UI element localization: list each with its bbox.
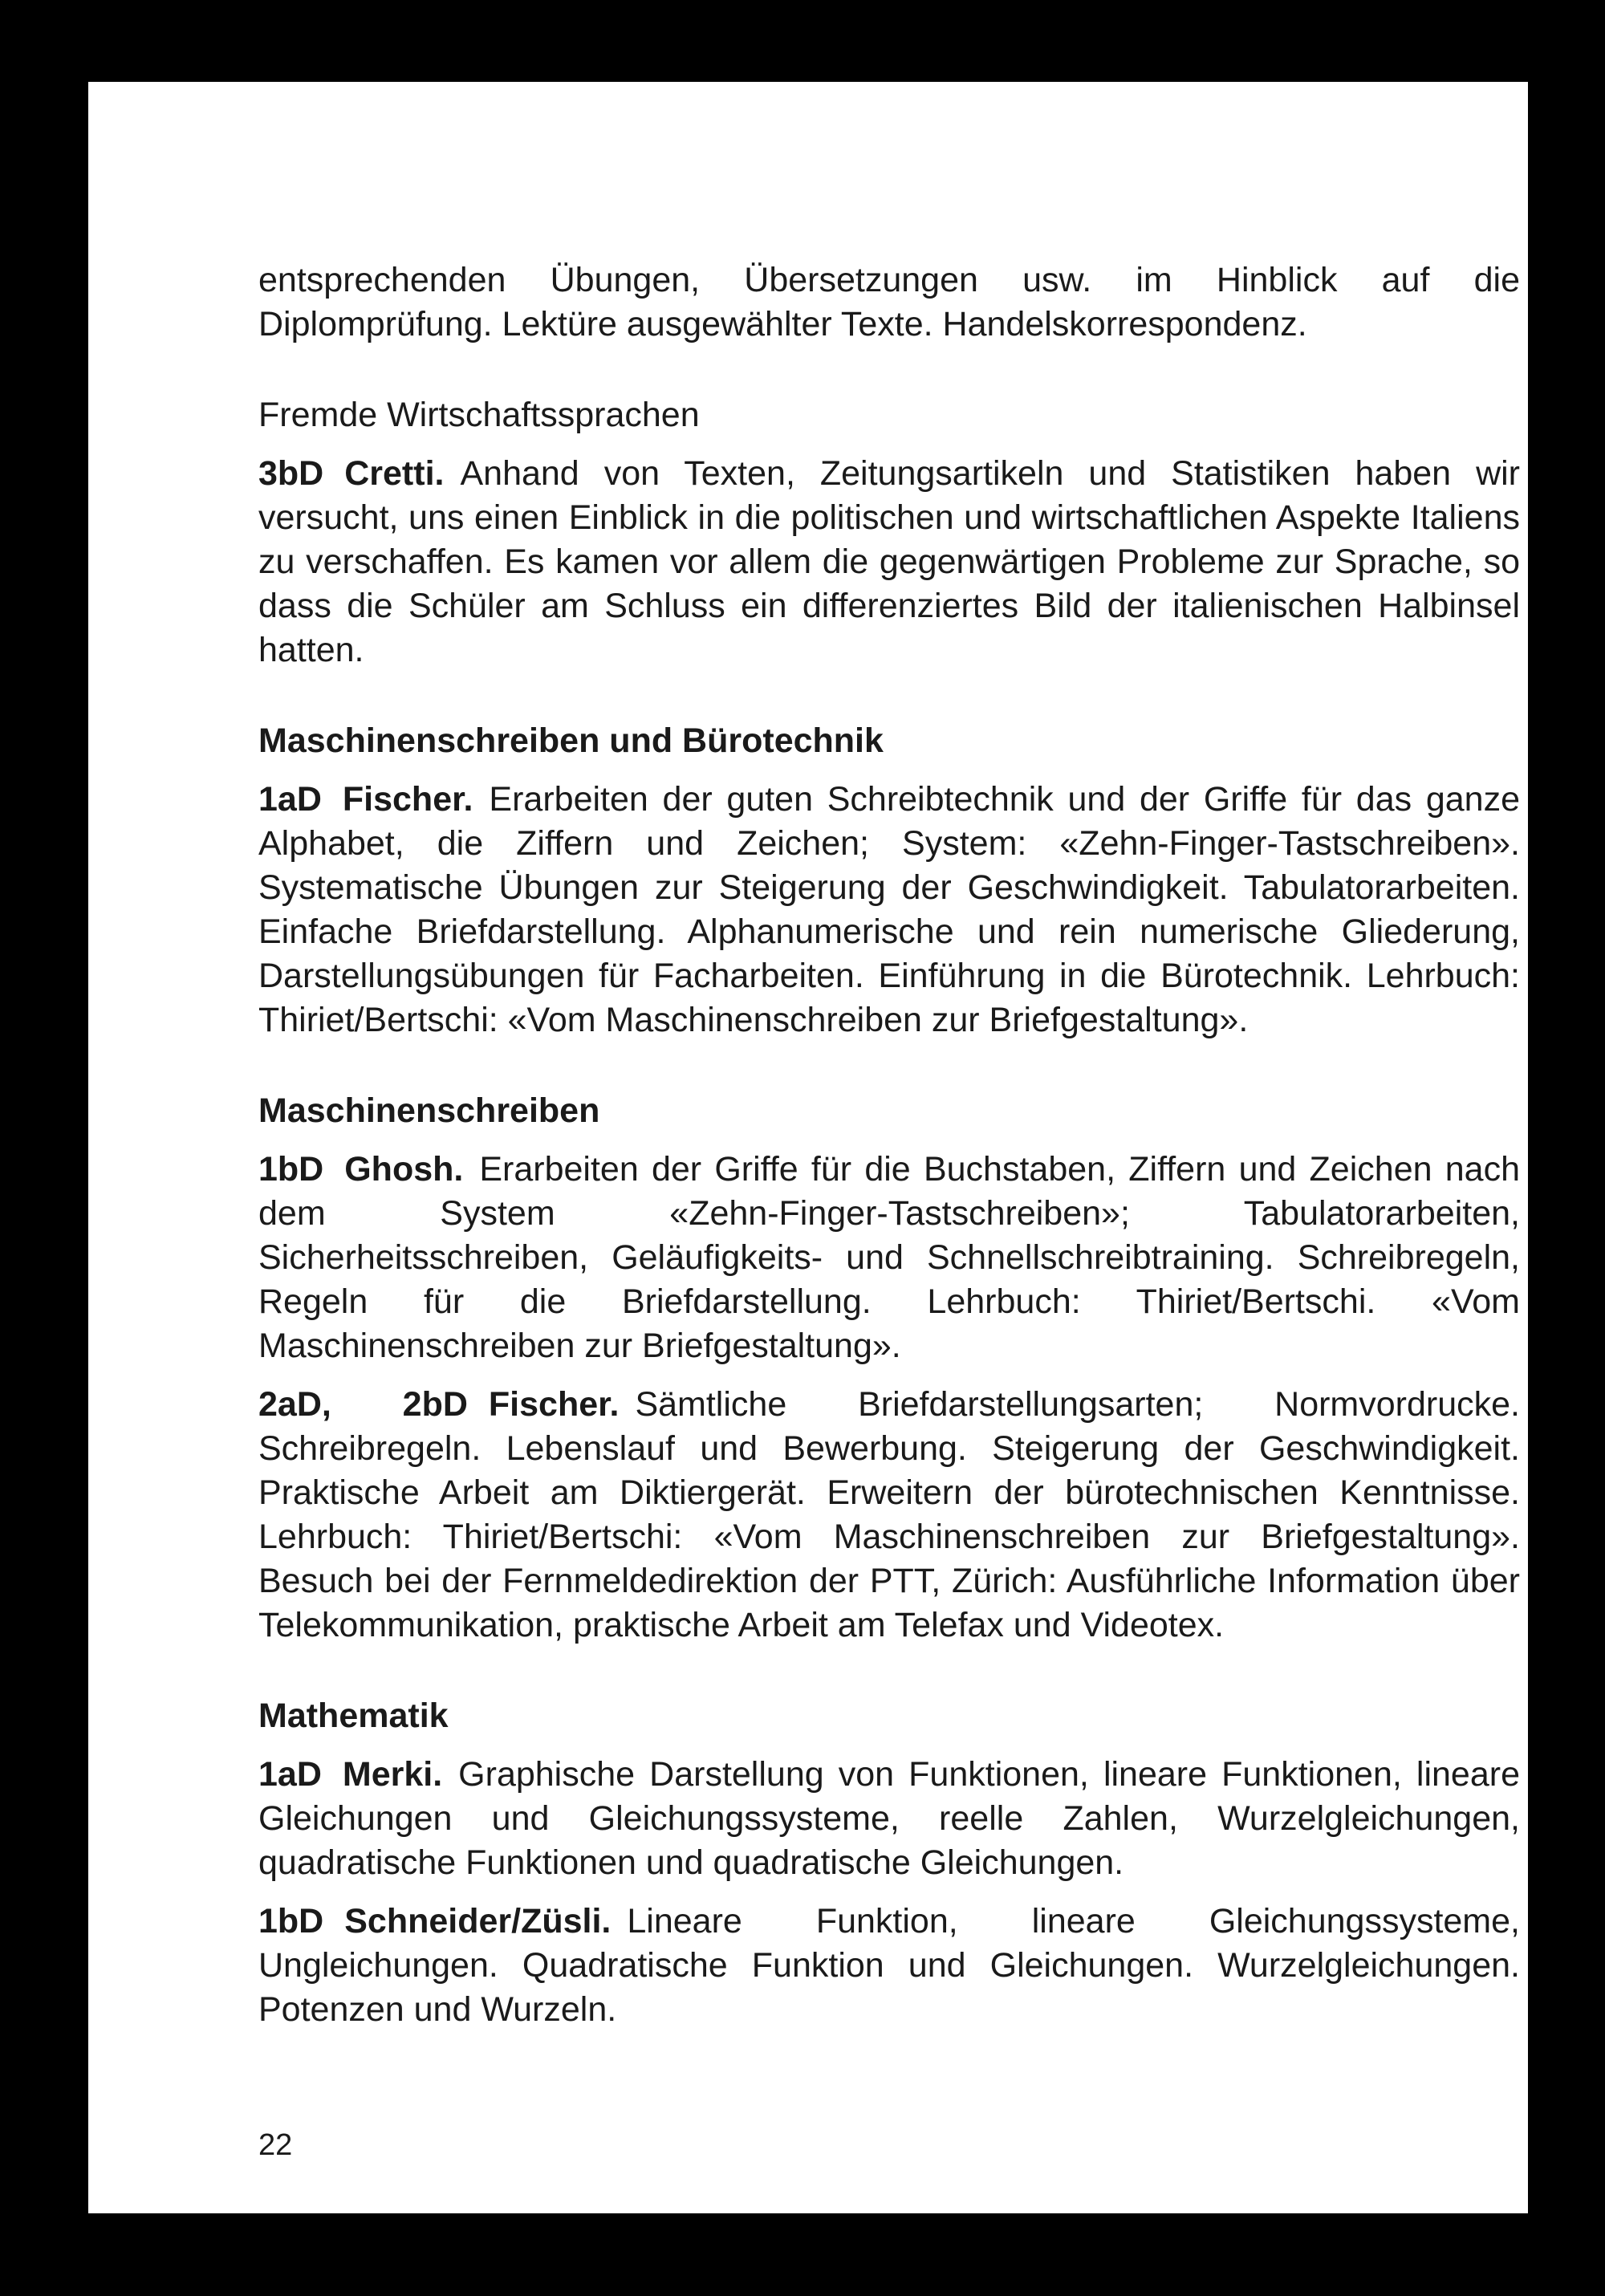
entry-text: Anhand von Texten, Zeitungsartikeln und Statistiken haben wir versucht, uns einen Einblick in die politischen und wirtschaftlichen Aspekte Italiens zu verschaffen. Es kamen vor allem die gegenwärtigen Probleme zur Sprache, so dass die Schüler am Schluss ein differenziertes Bild der italienischen Halbinsel hatten. xyxy=(258,454,1520,669)
page-number: 22 xyxy=(258,2128,293,2162)
entry-mathe-1ad xyxy=(258,1753,1520,1885)
entry-class: 1aD xyxy=(258,1755,322,1794)
entry-text: Erarbeiten der Griffe für die Buchstaben, Ziffern und Zeichen nach dem System «Zehn-Finger-Tastschreiben»; Tabulatorarbeiten, Sicherheitsschreiben, Geläufigkeits- und Schnellschreibtraining. Schreibregeln, Regeln für die Briefdarstellung. Lehrbuch: Thiriet/Bertschi. «Vom Maschinenschreiben zur Briefgestaltung». xyxy=(258,1150,1520,1365)
entry-teacher: Ghosh. xyxy=(344,1150,464,1189)
entry-teacher: Fischer. xyxy=(342,780,473,819)
section-title-fremde-wirtschaftssprachen: Fremde Wirtschaftssprachen xyxy=(258,396,700,434)
page-content xyxy=(258,258,1520,2032)
intro-paragraph: entsprechenden Übungen, Übersetzungen usw. im Hinblick auf die Diplomprüfung. Lektüre ausgewählter Texte. Handelskorrespondenz. xyxy=(258,261,1520,343)
entry-text: Graphische Darstellung von Funktionen, lineare Funktionen, lineare Gleichungen und Gleichungssysteme, reelle Zahlen, Wurzelgleichungen, quadratische Funktionen und quadratische Gleichungen. xyxy=(258,1755,1520,1882)
entry-text: Erarbeiten der guten Schreibtechnik und der Griffe für das ganze Alphabet, die Ziffern und Zeichen; System: «Zehn-Finger-Tastschreiben». Systematische Übungen zur Steigerung der Geschwindigkeit. Tabulatorarbeiten. Einfache Briefdarstellung. Alphanumerische und rein numerische Gliederung, Darstellungsübungen für Facharbeiten. Einführung in die Bürotechnik. Lehrbuch: Thiriet/Bertschi: «Vom Maschinenschreiben zur Briefgestaltung». xyxy=(258,780,1520,1039)
entry-masch-2ad-2bd xyxy=(258,1383,1520,1648)
entry-masch-1bd xyxy=(258,1148,1520,1368)
section-title-maschinenschreiben: Maschinenschreiben xyxy=(258,1091,600,1130)
entry-teacher: Cretti. xyxy=(344,454,445,493)
entry-teacher: Schneider/Züsli. xyxy=(344,1902,612,1940)
entry-class: 1aD xyxy=(258,780,322,819)
entry-teacher: Merki. xyxy=(342,1755,443,1794)
section-title-maschinenschreiben-buerotechnik: Maschinenschreiben und Bürotechnik xyxy=(258,721,884,760)
entry-text: Lineare Funktion, lineare Gleichungssysteme, Ungleichungen. Quadratische Funktion und Gleichungen. Wurzelgleichungen. Potenzen und Wurzeln. xyxy=(258,1902,1520,2029)
entry-buero-1ad xyxy=(258,778,1520,1042)
entry-class: 2aD, 2bD xyxy=(258,1385,468,1424)
section-title-mathematik: Mathematik xyxy=(258,1697,449,1735)
document-page xyxy=(88,82,1528,2213)
entry-class: 1bD xyxy=(258,1902,324,1940)
entry-class: 3bD xyxy=(258,454,324,493)
entry-teacher: Fischer. xyxy=(488,1385,620,1424)
entry-class: 1bD xyxy=(258,1150,324,1189)
entry-fremde-3bd xyxy=(258,452,1520,673)
entry-mathe-1bd xyxy=(258,1900,1520,2032)
entry-text: Sämtliche Briefdarstellungsarten; Normvordrucke. Schreibregeln. Lebenslauf und Bewerbung. Steigerung der Geschwindigkeit. Praktische Arbeit am Diktiergerät. Erweitern der bürotechnischen Kenntnisse. Lehrbuch: Thiriet/Bertschi: «Vom Maschinenschreiben zur Briefgestaltung». Besuch bei der Fernmeldedirektion der PTT, Zürich: Ausführliche Information über Telekommunikation, praktische Arbeit am Telefax und Videotex. xyxy=(258,1385,1520,1644)
